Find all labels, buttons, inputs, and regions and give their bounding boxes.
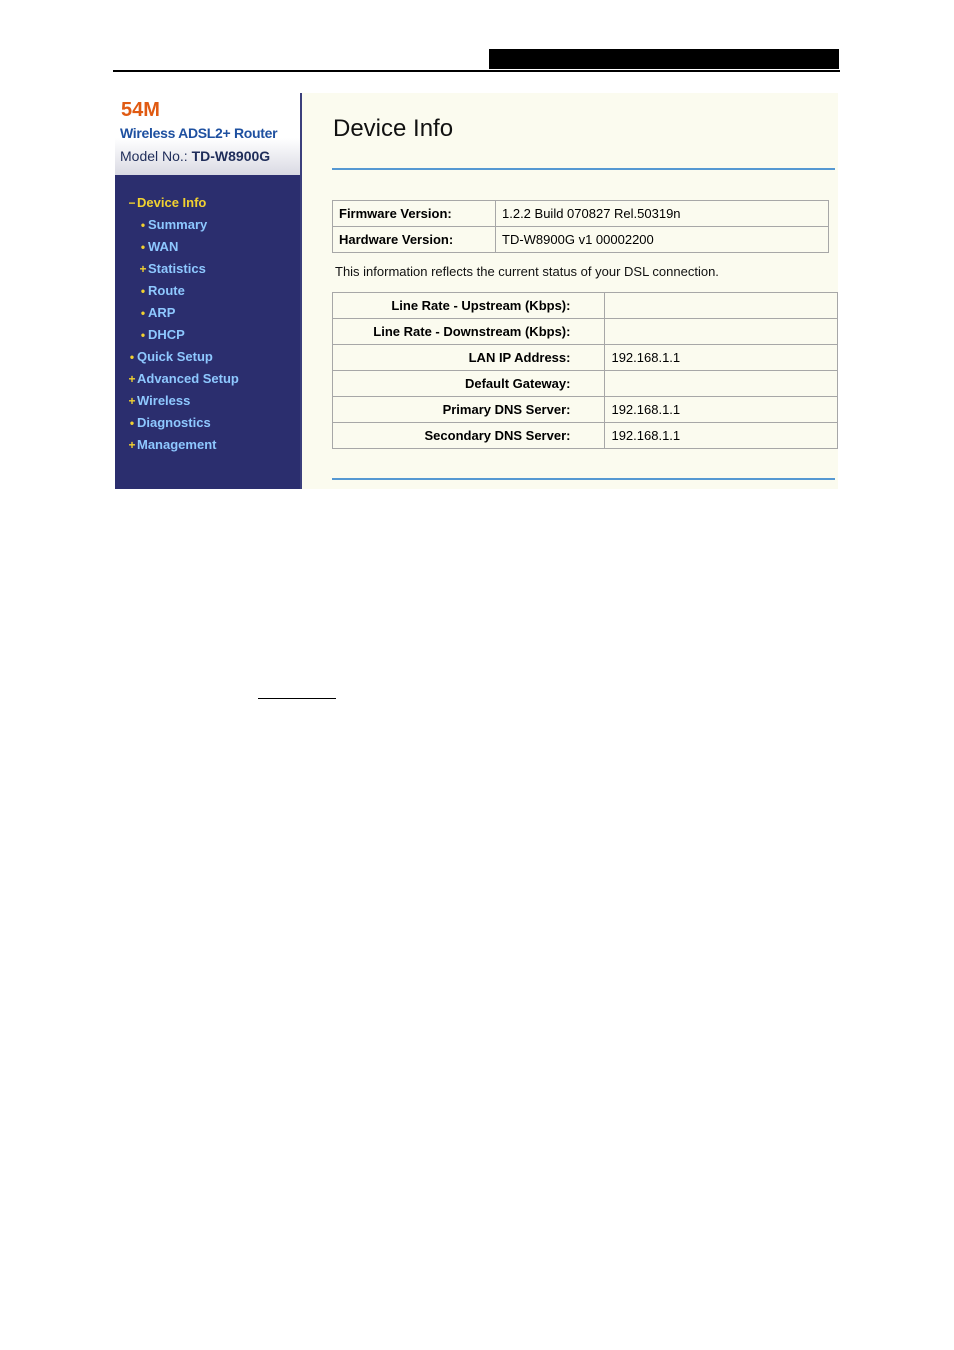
bullet-icon: • [140,306,146,320]
lan-ip-label: LAN IP Address: [333,345,605,371]
nav-label: Route [148,283,185,298]
table-row [333,227,829,253]
document-header-bar [489,49,839,69]
table-row [333,397,838,423]
nav-label: Management [137,437,217,452]
secondary-dns-label: Secondary DNS Server: [333,423,605,449]
secondary-dns-value: 192.168.1.1 [605,423,838,449]
nav-summary[interactable] [138,217,207,235]
expand-icon: + [128,372,136,386]
network-status-table [332,292,838,449]
bullet-icon: • [140,240,146,254]
upstream-rate-label: Line Rate - Upstream (Kbps): [333,293,605,319]
underline-mark [258,698,336,699]
model-value: TD-W8900G [191,148,271,164]
nav-label: DHCP [148,327,185,342]
expand-icon: + [128,438,136,452]
nav-label: Quick Setup [137,349,213,364]
model-label: Model No.: [120,148,188,164]
nav-wan[interactable] [138,239,178,257]
downstream-rate-value [605,319,838,345]
downstream-rate-label: Line Rate - Downstream (Kbps): [333,319,605,345]
nav-label: Wireless [137,393,191,408]
status-note: This information reflects the current status of your DSL connection. [335,264,719,279]
default-gateway-label: Default Gateway: [333,371,605,397]
nav-device-info[interactable] [127,195,206,213]
hardware-version-label: Hardware Version: [333,227,496,253]
bottom-divider [332,478,835,480]
nav-route[interactable] [138,283,185,301]
primary-dns-value: 192.168.1.1 [605,397,838,423]
brand-model [120,148,270,164]
firmware-table [332,200,829,253]
bullet-icon: • [129,350,135,364]
nav-quick-setup[interactable] [127,349,213,367]
nav-arp[interactable] [138,305,175,323]
nav-label: Summary [148,217,208,232]
table-row [333,293,838,319]
primary-dns-label: Primary DNS Server: [333,397,605,423]
router-web-ui [115,93,838,489]
expand-icon: + [128,394,136,408]
table-row [333,423,838,449]
nav-dhcp[interactable] [138,327,185,345]
main-content [302,93,838,489]
brand-speed: 54M [121,99,160,121]
nav-label: Diagnostics [137,415,211,430]
hardware-version-value: TD-W8900G v1 00002200 [496,227,829,253]
table-row [333,371,838,397]
nav-label: Advanced Setup [137,371,239,386]
top-divider [332,168,835,170]
sidebar [115,93,300,489]
collapse-icon: − [128,196,136,210]
upstream-rate-value [605,293,838,319]
expand-icon: + [139,262,147,276]
brand-logo [115,93,300,175]
lan-ip-value: 192.168.1.1 [605,345,838,371]
firmware-version-label: Firmware Version: [333,201,496,227]
brand-product: Wireless ADSL2+ Router [120,125,278,141]
nav-wireless[interactable] [127,393,190,411]
page-title: Device Info [333,115,454,142]
document-header-rule [113,70,840,72]
nav-management[interactable] [127,437,216,455]
firmware-version-value: 1.2.2 Build 070827 Rel.50319n [496,201,829,227]
default-gateway-value [605,371,838,397]
nav-diagnostics[interactable] [127,415,211,433]
nav-label: Statistics [148,261,206,276]
nav-label: WAN [148,239,179,254]
bullet-icon: • [140,284,146,298]
bullet-icon: • [140,218,146,232]
nav-advanced-setup[interactable] [127,371,239,389]
table-row [333,319,838,345]
nav-label: Device Info [137,195,207,210]
table-row [333,201,829,227]
bullet-icon: • [140,328,146,342]
table-row [333,345,838,371]
nav-statistics[interactable] [138,261,206,279]
bullet-icon: • [129,416,135,430]
nav-label: ARP [148,305,176,320]
